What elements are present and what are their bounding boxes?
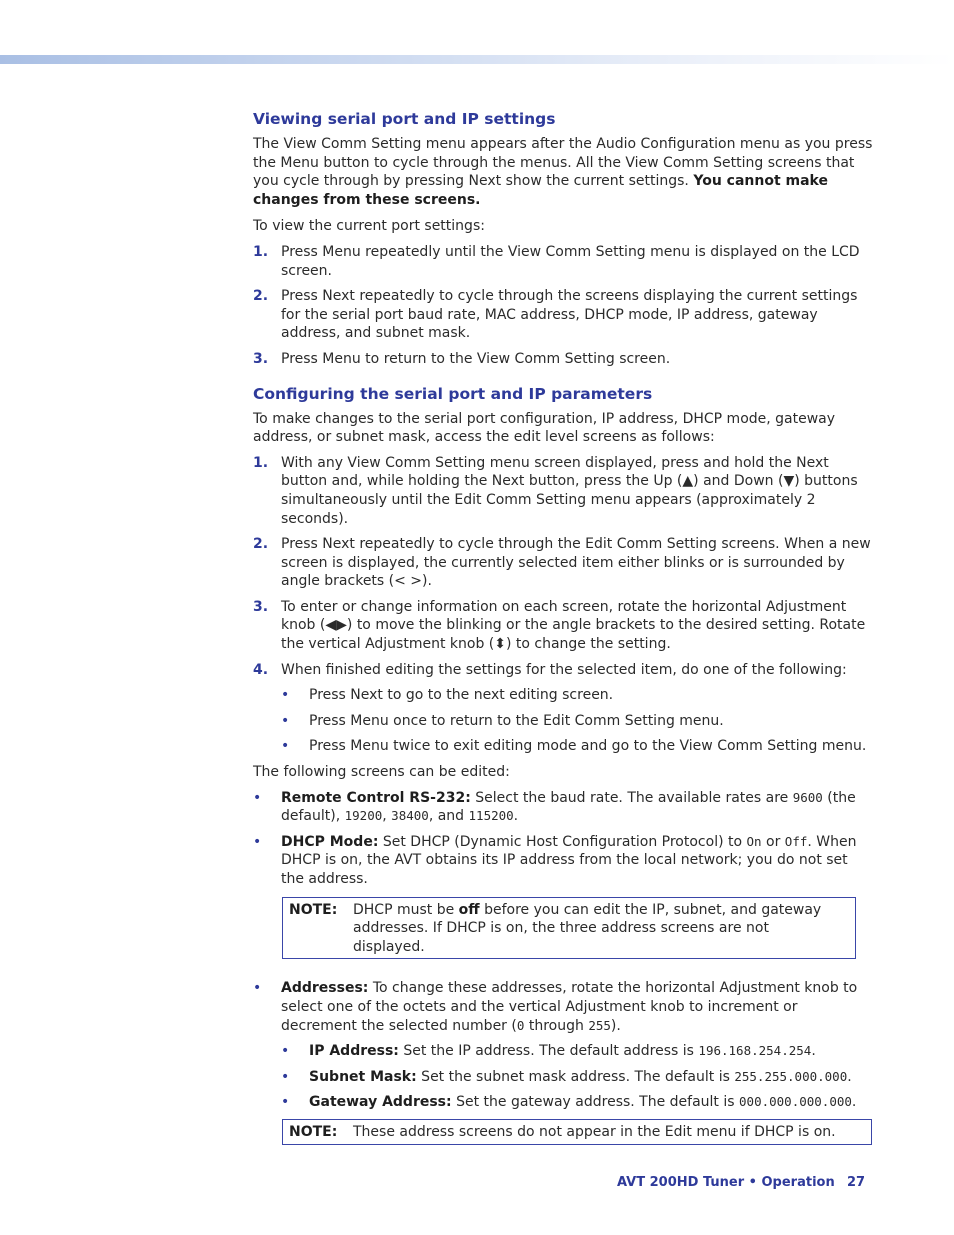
list-item-ip-address: • IP Address: Set the IP address. The default address is 196.168.254.254. [281,1043,816,1060]
page-number: 27 [847,1175,866,1190]
paragraph-config-intro: To make changes to the serial port configuration, IP address, DHCP mode, gateway address, or subnet mask, access the edit level screens as follows: [253,410,836,446]
header-gradient-bar [0,55,954,64]
bullet-dhcp-mode: • DHCP Mode: Set DHCP (Dynamic Host Configuration Protocol) to On or Off. When DHCP is on, the AVT obtains its IP address from the local network; you do not set the address. [253,833,857,887]
step-view-2: 2. Press Next repeatedly to cycle through the screens displaying the current settings for the serial port baud rate, MAC address, DHCP mode, IP address, gateway address, and subnet mask. [253,288,858,342]
list-item: • Press Menu once to return to the Edit Comm Setting menu. [281,712,724,729]
footer-title: AVT 200HD Tuner • Operation [617,1175,835,1190]
step-view-3: 3. Press Menu to return to the View Comm Setting screen. [253,350,671,367]
up-arrow-icon: ▲ [682,473,694,490]
section-heading-configuring: Configuring the serial port and IP parameters [253,384,653,403]
step-config-4: 4. When finished editing the settings for the selected item, do one of the following: [253,661,847,678]
paragraph-lead: To view the current port settings: [253,218,485,235]
step-config-2: 2. Press Next repeatedly to cycle through the Edit Comm Setting screens. When a new screen is displayed, the currently selected item either blinks or is surrounded by angle brackets (< >). [253,536,871,590]
list-item: • Press Next to go to the next editing screen. [281,687,614,704]
down-arrow-icon: ▼ [783,473,795,490]
note-box-dhcp: NOTE: DHCP must be off before you can edit the IP, subnet, and gateway addresses. If DHCP is on, the three address screens are not displayed. [282,897,856,960]
list-item-subnet-mask: • Subnet Mask: Set the subnet mask address. The default is 255.255.000.000. [281,1068,852,1085]
list-item: • Press Menu twice to exit editing mode and go to the View Comm Setting menu. [281,738,867,755]
step-config-3: 3. To enter or change information on each screen, rotate the horizontal Adjustment knob (◀▶) to move the blinking or the angle brackets to the desired setting. Rotate the vertical Adjustment knob (⬍) to change the setting. [253,598,866,653]
left-right-arrow-icon: ◀▶ [325,617,347,634]
paragraph-intro: The View Comm Setting menu appears after the Audio Configuration menu as you press the Menu button to cycle through the menus. All the View Comm Setting screens that you cycle through by pressing Next show the current settings. You cannot make changes from these screens. [253,136,873,208]
note-box-addresses: NOTE: These address screens do not appear in the Edit menu if DHCP is on. [282,1119,872,1145]
page-content [253,109,873,1145]
step-view-1: 1. Press Menu repeatedly until the View Comm Setting menu is displayed on the LCD screen. [253,243,860,279]
bullet-addresses: • Addresses: To change these addresses, rotate the horizontal Adjustment knob to select one of the octets and the vertical Adjustment knob to increment or decrement the selected number (0 through 255). [253,980,858,1034]
bullet-remote-control: • Remote Control RS-232: Select the baud rate. The available rates are 9600 (the default), 19200, 38400, and 115200. [253,789,856,825]
up-down-arrow-icon: ⬍ [494,636,506,653]
section-heading-viewing: Viewing serial port and IP settings [253,110,556,128]
list-item-gateway-address: • Gateway Address: Set the gateway address. The default is 000.000.000.000. [281,1094,857,1111]
step-config-1: 1. With any View Comm Setting menu screen displayed, press and hold the Next button and, while holding the Next button, press the Up (▲) and Down (▼) buttons simultaneously until the Edit Comm Setting menu appears (approximately 2 seconds). [253,454,858,527]
paragraph-screens-lead: The following screens can be edited: [253,764,510,781]
